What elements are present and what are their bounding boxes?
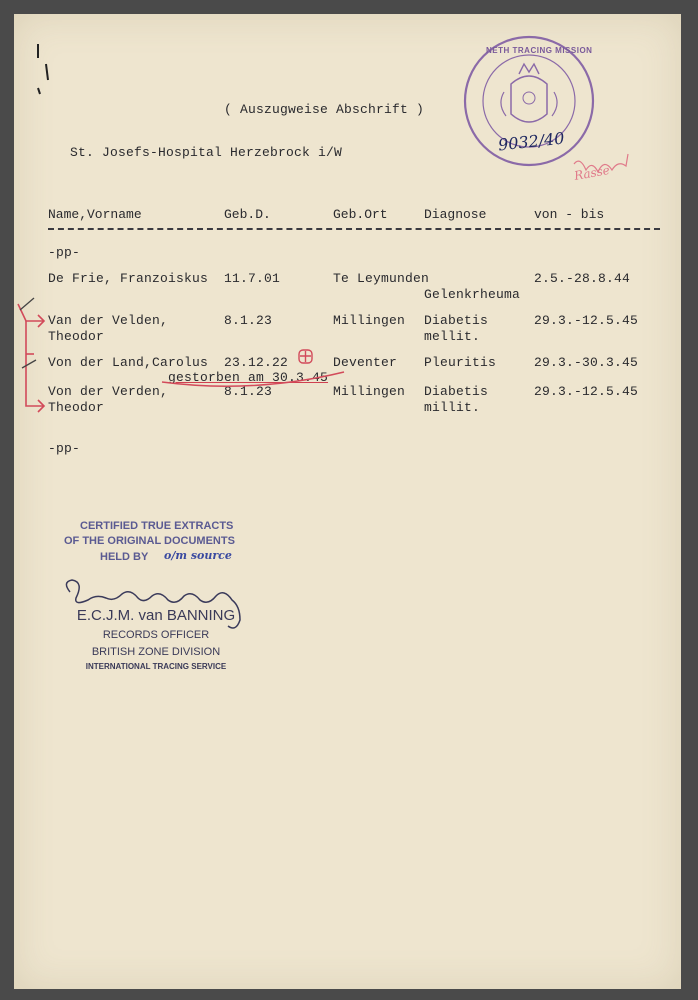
col-header-dates: von - bis bbox=[534, 207, 605, 222]
row4-firstname: Theodor bbox=[48, 400, 105, 415]
binder-marks-icon bbox=[38, 44, 48, 94]
row4-place: Millingen bbox=[333, 384, 406, 399]
row4-name: Von der Verden, bbox=[48, 384, 169, 399]
seal-number: 9032/40 bbox=[497, 128, 566, 155]
pp-marker-bottom: -pp- bbox=[48, 441, 81, 456]
death-note-underline bbox=[162, 372, 344, 386]
row3-place: Deventer bbox=[333, 355, 398, 370]
cert-line-1: CERTIFIED TRUE EXTRACTS bbox=[80, 520, 234, 532]
row4-dob: 8.1.23 bbox=[224, 384, 273, 399]
cert-held-by-handwritten: o/m source bbox=[164, 549, 232, 562]
officer-division: BRITISH ZONE DIVISION bbox=[91, 646, 221, 658]
row1-name: De Frie, Franzoiskus bbox=[48, 271, 209, 286]
document-title: ( Auszugweise Abschrift ) bbox=[224, 102, 425, 117]
row3-name: Von der Land,Carolus bbox=[48, 355, 209, 370]
col-header-diagnosis: Diagnose bbox=[424, 207, 487, 222]
officer-role: RECORDS OFFICER bbox=[102, 629, 210, 641]
pp-marker-top: -pp- bbox=[48, 245, 81, 260]
row3-dates: 29.3.-30.3.45 bbox=[534, 355, 639, 370]
row4-dates: 29.3.-12.5.45 bbox=[534, 384, 639, 399]
row1-place: Te Leymunden bbox=[333, 271, 430, 286]
red-arrow-icon bbox=[18, 304, 44, 412]
row1-diagnosis: Gelenkrheuma bbox=[424, 287, 521, 302]
row2-name: Van der Velden, bbox=[48, 313, 169, 328]
death-cross-icon bbox=[299, 350, 312, 363]
seal-text: NETH TRACING MISSION bbox=[486, 46, 593, 55]
row4-diagnosis: Diabetis bbox=[424, 384, 489, 399]
pencil-tick-icon bbox=[22, 360, 36, 368]
cert-line-2: OF THE ORIGINAL DOCUMENTS bbox=[64, 535, 235, 547]
annotations-layer bbox=[14, 14, 681, 989]
row2-dates: 29.3.-12.5.45 bbox=[534, 313, 639, 328]
row3-diagnosis: Pleuritis bbox=[424, 355, 497, 370]
row2-diagnosis: Diabetis bbox=[424, 313, 489, 328]
row4-diagnosis2: millit. bbox=[424, 400, 481, 415]
officer-service: INTERNATIONAL TRACING SERVICE bbox=[85, 662, 227, 671]
row2-place: Millingen bbox=[333, 313, 406, 328]
cert-held-by: HELD BY bbox=[100, 551, 149, 563]
row3-dob: 23.12.22 bbox=[224, 355, 289, 370]
pencil-tick-icon bbox=[20, 298, 34, 310]
col-header-dob: Geb.D. bbox=[224, 207, 271, 222]
row2-dob: 8.1.23 bbox=[224, 313, 273, 328]
col-header-name: Name,Vorname bbox=[48, 207, 142, 222]
document-page bbox=[14, 14, 681, 989]
row1-dob: 11.7.01 bbox=[224, 271, 281, 286]
death-note: gestorben am 30.3.45 bbox=[168, 370, 329, 385]
row1-dates: 2.5.-28.8.44 bbox=[534, 271, 631, 286]
institution-line: St. Josefs-Hospital Herzebrock i/W bbox=[70, 145, 343, 160]
row2-diagnosis2: mellit. bbox=[424, 329, 481, 344]
officer-name: E.C.J.M. van BANNING bbox=[76, 607, 236, 624]
red-pencil-word: Rasse bbox=[573, 162, 611, 184]
col-header-place: Geb.Ort bbox=[333, 207, 388, 222]
row2-firstname: Theodor bbox=[48, 329, 105, 344]
